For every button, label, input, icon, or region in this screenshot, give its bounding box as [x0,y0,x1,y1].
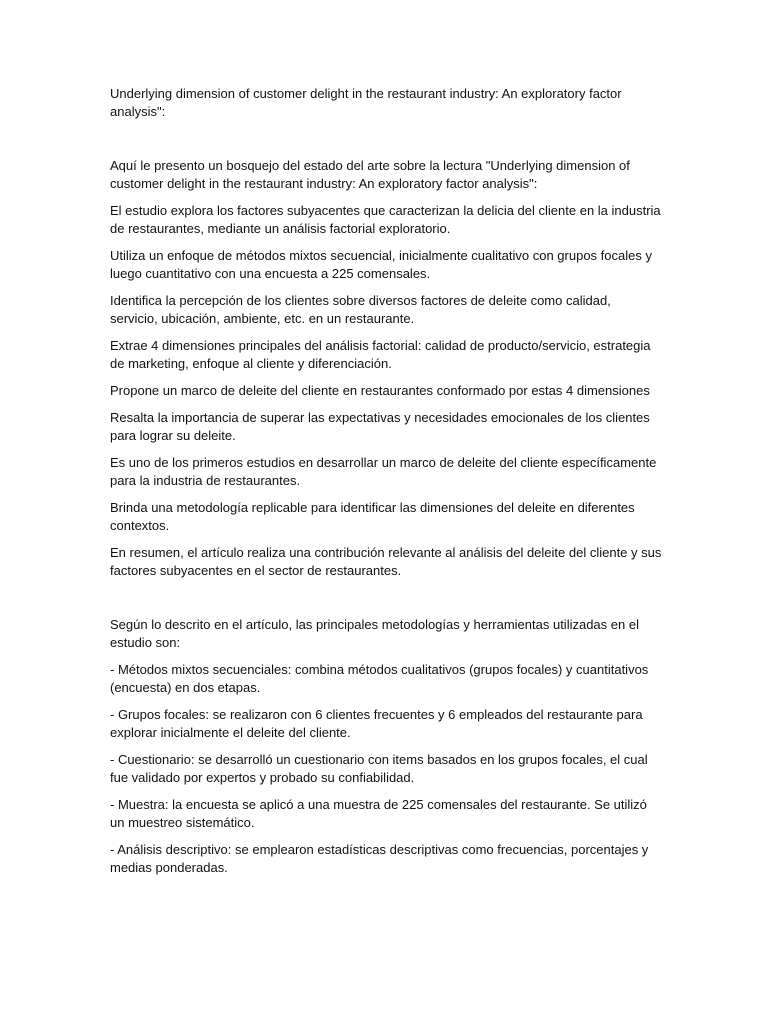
paragraph: Propone un marco de deleite del cliente en restaurantes conformado por estas 4 dimensiones [110,383,650,398]
document-page [110,85,662,877]
paragraph-intro: Aquí le presento un bosquejo del estado del arte sobre la lectura "Underlying dimension of customer delight in the restaurant industry: An exploratory factor analysis": [110,158,630,191]
paragraph: Es uno de los primeros estudios en desarrollar un marco de deleite del cliente específicamente para la industria de restaurantes. [110,455,657,488]
document-title: Underlying dimension of customer delight in the restaurant industry: An exploratory factor analysis": [110,86,622,119]
paragraph: El estudio explora los factores subyacentes que caracterizan la delicia del cliente en la industria de restaurantes, mediante un análisis factorial exploratorio. [110,203,661,236]
list-item: - Grupos focales: se realizaron con 6 clientes frecuentes y 6 empleados del restaurante para explorar inicialmente el deleite del cliente. [110,707,643,740]
list-item: - Métodos mixtos secuenciales: combina métodos cualitativos (grupos focales) y cuantitativos (encuesta) en dos etapas. [110,662,649,695]
paragraph-summary: En resumen, el artículo realiza una contribución relevante al análisis del deleite del cliente y sus factores subyacentes en el sector de restaurantes. [110,545,662,578]
paragraph: Extrae 4 dimensiones principales del análisis factorial: calidad de producto/servicio, estrategia de marketing, enfoque al cliente y diferenciación. [110,338,651,371]
paragraph: Brinda una metodología replicable para identificar las dimensiones del deleite en diferentes contextos. [110,500,635,533]
paragraph: Resalta la importancia de superar las expectativas y necesidades emocionales de los clientes para lograr su deleite. [110,410,650,443]
paragraph: Identifica la percepción de los clientes sobre diversos factores de deleite como calidad, servicio, ubicación, ambiente, etc. en un restaurante. [110,293,611,326]
list-item: - Cuestionario: se desarrolló un cuestionario con items basados en los grupos focales, el cual fue validado por expertos y probado su confiabilidad. [110,752,648,785]
list-item: - Análisis descriptivo: se emplearon estadísticas descriptivas como frecuencias, porcentajes y medias ponderadas. [110,842,649,875]
list-item: - Muestra: la encuesta se aplicó a una muestra de 225 comensales del restaurante. Se utilizó un muestreo sistemático. [110,797,647,830]
paragraph-methods-intro: Según lo descrito en el artículo, las principales metodologías y herramientas utilizadas en el estudio son: [110,617,639,650]
paragraph: Utiliza un enfoque de métodos mixtos secuencial, inicialmente cualitativo con grupos focales y luego cuantitativo con una encuesta a 225 comensales. [110,248,652,281]
